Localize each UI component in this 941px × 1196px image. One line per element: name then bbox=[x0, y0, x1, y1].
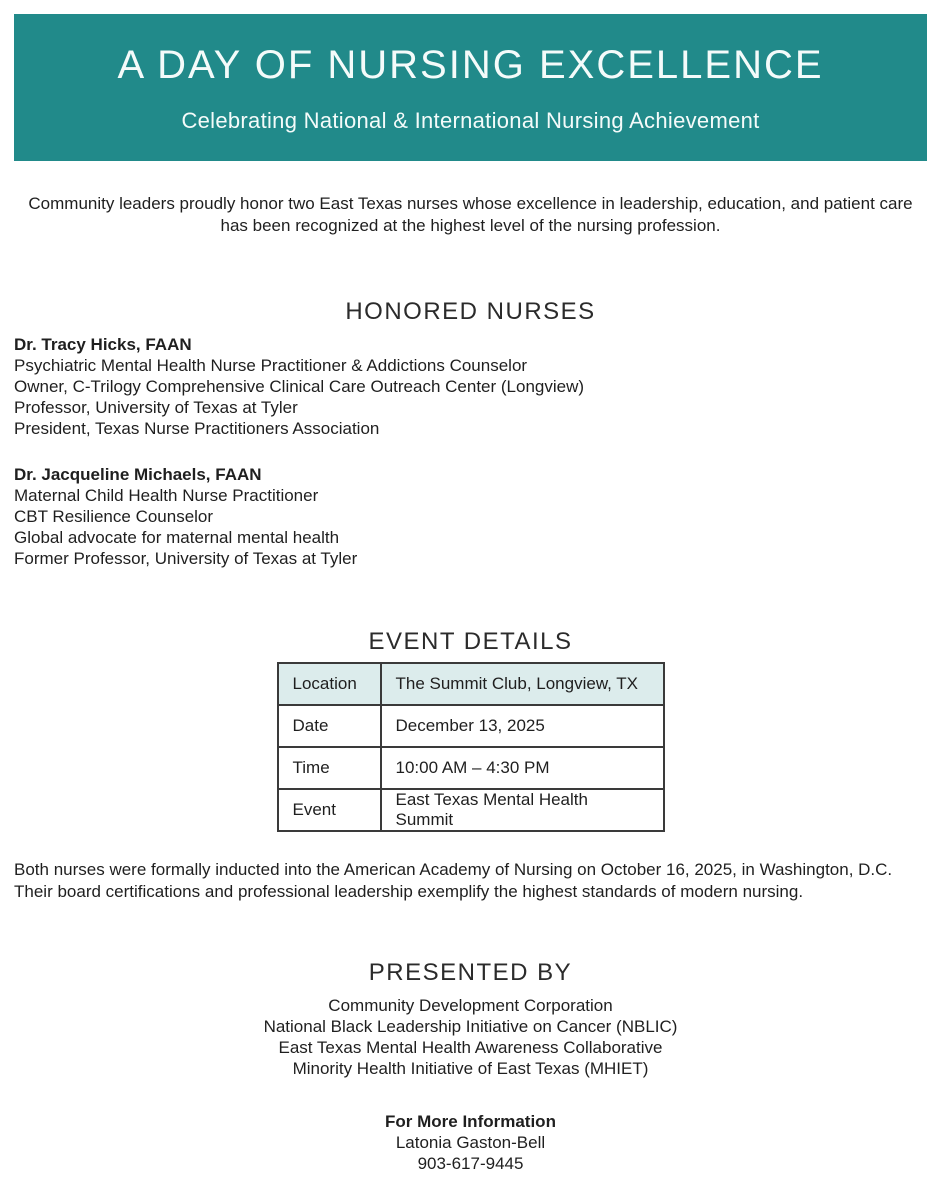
presented-by-heading: PRESENTED BY bbox=[368, 959, 573, 986]
row-value: December 13, 2025 bbox=[381, 705, 664, 747]
row-value: The Summit Club, Longview, TX bbox=[381, 663, 664, 705]
event-details-table bbox=[277, 662, 665, 832]
table-row-date bbox=[278, 705, 664, 747]
event-details-heading: EVENT DETAILS bbox=[368, 628, 573, 655]
row-label: Event bbox=[278, 789, 381, 831]
banner bbox=[14, 14, 927, 161]
presenter-org: Community Development Corporation bbox=[328, 996, 613, 1015]
contact-phone: 903-617-9445 bbox=[417, 1154, 524, 1173]
nurse-bio-jacqueline-michaels bbox=[14, 464, 927, 569]
nurse-bio-tracy-hicks bbox=[14, 334, 927, 439]
table-row-location bbox=[278, 663, 664, 705]
presenter-org: Minority Health Initiative of East Texas (MHIET) bbox=[292, 1059, 649, 1078]
nurse-name: Dr. Tracy Hicks, FAAN bbox=[14, 335, 192, 354]
table-row-event bbox=[278, 789, 664, 831]
nurse-credential: CBT Resilience Counselor bbox=[14, 507, 214, 526]
nurse-credential: Professor, University of Texas at Tyler bbox=[14, 398, 298, 417]
nurse-credential: Maternal Child Health Nurse Practitioner bbox=[14, 486, 319, 505]
contact-name: Latonia Gaston-Bell bbox=[395, 1133, 546, 1152]
presenter-list bbox=[14, 995, 927, 1079]
honored-nurses-heading: HONORED NURSES bbox=[345, 298, 596, 325]
nurse-credential: Psychiatric Mental Health Nurse Practitioner & Addictions Counselor bbox=[14, 356, 528, 375]
induction-note: Both nurses were formally inducted into the American Academy of Nursing on October 16, 2025, in Washington, D.C. Their board certifications and professional leadership exemplify the highest standards of modern nursing. bbox=[14, 860, 893, 901]
page-subtitle: Celebrating National & International Nursing Achievement bbox=[181, 108, 760, 133]
contact-heading: For More Information bbox=[385, 1112, 556, 1131]
table-row-time bbox=[278, 747, 664, 789]
nurse-name: Dr. Jacqueline Michaels, FAAN bbox=[14, 465, 262, 484]
contact-block bbox=[14, 1111, 927, 1174]
row-label: Time bbox=[278, 747, 381, 789]
nurse-credential: Global advocate for maternal mental health bbox=[14, 528, 340, 547]
nurse-credential: Former Professor, University of Texas at Tyler bbox=[14, 549, 358, 568]
presenter-org: National Black Leadership Initiative on Cancer (NBLIC) bbox=[263, 1017, 678, 1036]
presenter-org: East Texas Mental Health Awareness Collaborative bbox=[278, 1038, 663, 1057]
row-value: 10:00 AM – 4:30 PM bbox=[381, 747, 664, 789]
row-label: Date bbox=[278, 705, 381, 747]
nurse-credential: President, Texas Nurse Practitioners Association bbox=[14, 419, 380, 438]
row-value: East Texas Mental Health Summit bbox=[381, 789, 664, 831]
intro-paragraph: Community leaders proudly honor two East Texas nurses whose excellence in leadership, education, and patient care has been recognized at the highest level of the nursing profession. bbox=[28, 194, 913, 235]
row-label: Location bbox=[278, 663, 381, 705]
page-title: A DAY OF NURSING EXCELLENCE bbox=[117, 43, 824, 87]
nurse-credential: Owner, C-Trilogy Comprehensive Clinical Care Outreach Center (Longview) bbox=[14, 377, 585, 396]
